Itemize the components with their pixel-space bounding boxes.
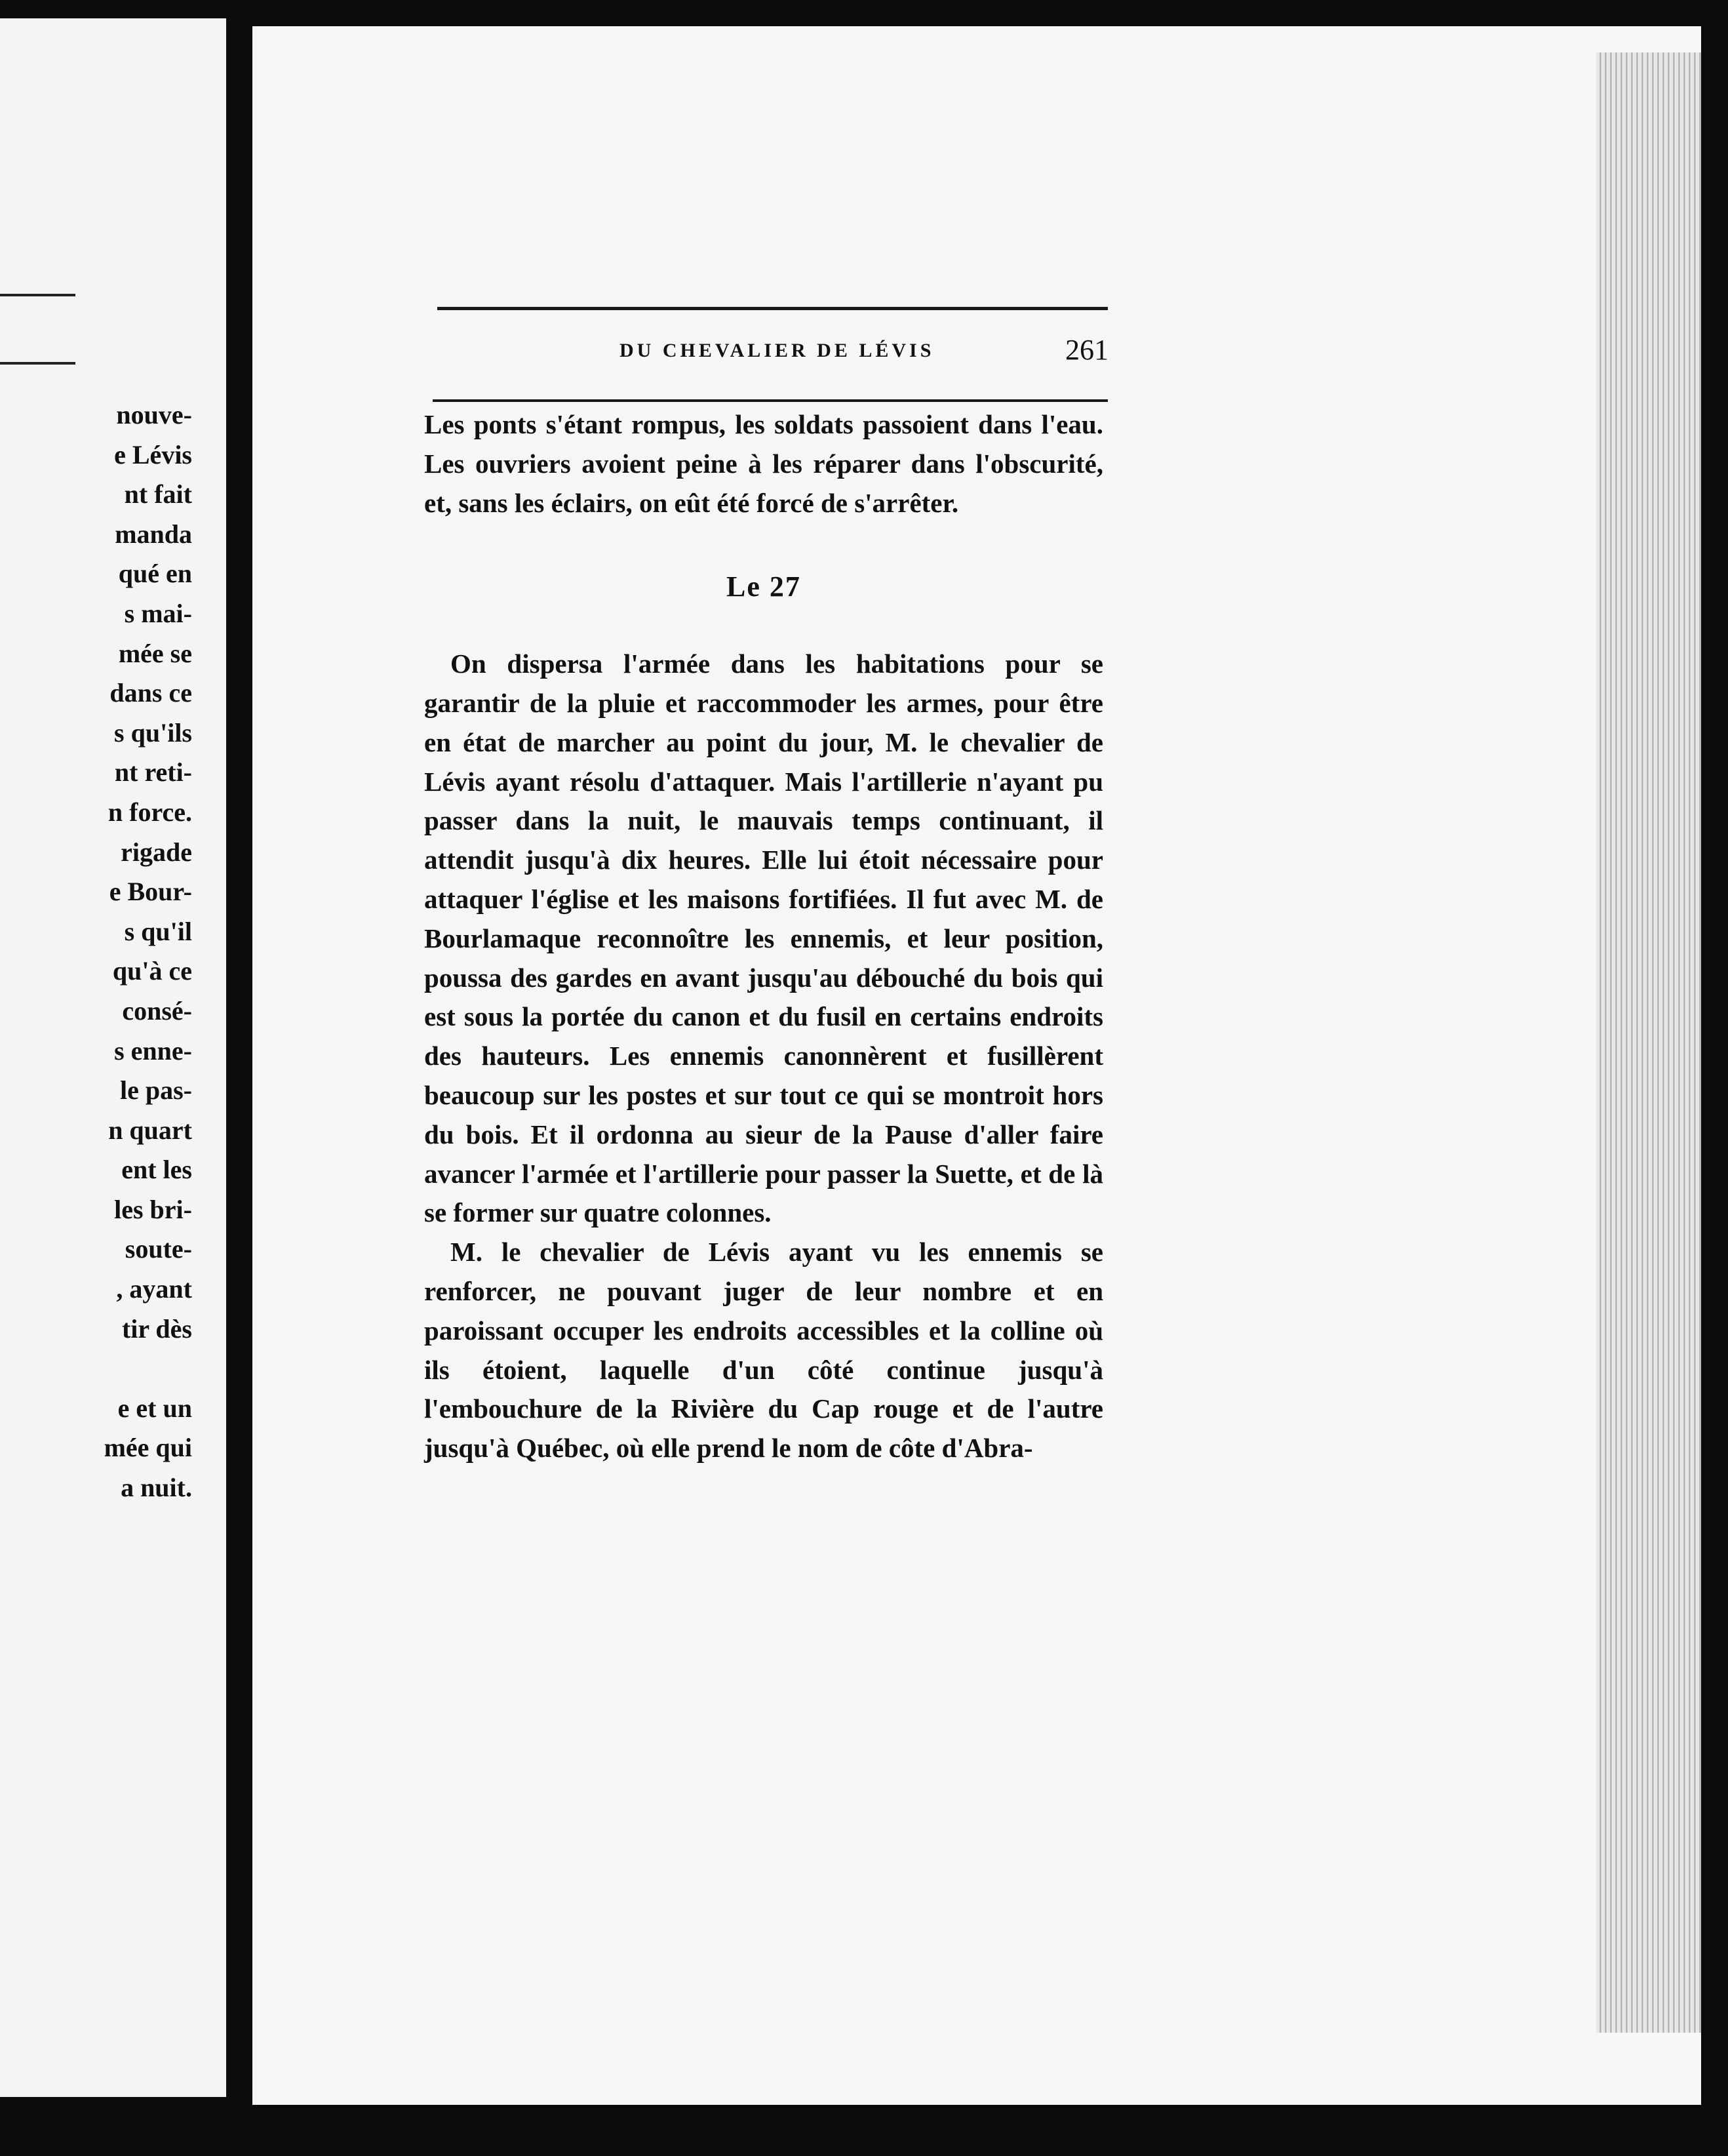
running-head-rule-top — [437, 307, 1108, 310]
left-page-line: s mai- — [124, 598, 192, 628]
left-page-line — [104, 1349, 192, 1389]
paragraph-2: On dispersa l'armée dans les habitations pour se garantir de la pluie et raccommoder les armes, pour être en état de marcher au point du jour, M. le chevalier de Lévis ayant résolu d'attaquer. Mais l'artillerie n'ayant pu passer dans la nuit, le mauvais temps continuant, il attendit jusqu'à dix heures. Elle lui étoit nécessaire pour attaquer l'église et les maisons fortifiées. Il fut avec M. de Bourlamaque reconnoître les ennemis, et leur position, poussa des gardes en avant jusqu'au débouché du bois qui est sous la portée du canon et du fusil en certains endroits des hauteurs. Les ennemis canonnèrent et fusillèrent beaucoup sur les postes et sur tout ce qui se montroit hors du bois. Et il ordonna au sieur de la Pause d'aller faire avancer l'armée et l'artillerie pour passer la Suette, et de là se former sur quatre colonnes. — [424, 649, 1103, 1228]
paragraph-1: Les ponts s'étant rompus, les soldats passoient dans l'eau. Les ouvriers avoient peine à les réparer dans l'obscurité, et, sans les éclairs, on eût été forcé de s'arrêter. — [424, 409, 1103, 518]
left-page-line: ent les — [121, 1155, 192, 1185]
left-page-line: le pas- — [120, 1075, 192, 1106]
left-page-line: dans ce — [109, 678, 192, 708]
page-number: 261 — [1065, 334, 1109, 366]
left-page-line: e Lévis — [114, 439, 192, 469]
running-head-rule-bottom — [433, 399, 1108, 402]
left-page-line: nt fait — [124, 479, 192, 509]
left-page-line: soute- — [125, 1234, 192, 1264]
left-page-line: s qu'il — [124, 916, 192, 946]
left-page-line: , ayant — [116, 1274, 192, 1304]
left-page-line: mée qui — [104, 1433, 192, 1463]
left-page-line: mée se — [118, 638, 192, 668]
left-page-line: qu'à ce — [112, 956, 192, 986]
left-page-line: s enne- — [114, 1035, 192, 1066]
left-page — [0, 18, 226, 2097]
right-page — [252, 26, 1701, 2105]
left-page-text-fragments — [104, 395, 192, 1508]
page-edges — [1596, 52, 1701, 2033]
left-page-rule-bottom — [0, 362, 75, 365]
section-title: Le 27 — [726, 570, 801, 603]
paragraph-3: M. le chevalier de Lévis ayant vu les ennemis se renforcer, ne pouvant juger de leur nombre et en paroissant occuper les endroits accessibles et la colline où ils étoient, laquelle d'un côté continue jusqu'à l'embouchure de la Rivière du Cap rouge et de l'autre jusqu'à Québec, où elle prend le nom de côte d'Abra- — [424, 1237, 1103, 1464]
left-page-line: nt reti- — [114, 757, 192, 788]
left-page-line: qué en — [118, 559, 192, 589]
left-page-line: consé- — [122, 995, 192, 1026]
left-page-line: n force. — [108, 797, 192, 827]
left-page-line: manda — [115, 519, 192, 549]
left-page-line: s qu'ils — [114, 717, 192, 748]
left-page-rule-top — [0, 294, 75, 296]
left-page-line: tir dès — [121, 1313, 192, 1344]
left-page-line: n quart — [108, 1115, 192, 1145]
left-page-line: e Bour- — [109, 877, 192, 907]
left-page-line: nouve- — [116, 400, 192, 429]
body-text — [424, 405, 1103, 1468]
book-gutter — [226, 0, 252, 2156]
left-page-line: les bri- — [114, 1194, 192, 1224]
left-page-line: e et un — [117, 1393, 192, 1423]
left-page-line: a nuit. — [121, 1473, 192, 1503]
left-page-line: rigade — [121, 837, 192, 867]
running-head: DU CHEVALIER DE LÉVIS — [619, 340, 935, 361]
